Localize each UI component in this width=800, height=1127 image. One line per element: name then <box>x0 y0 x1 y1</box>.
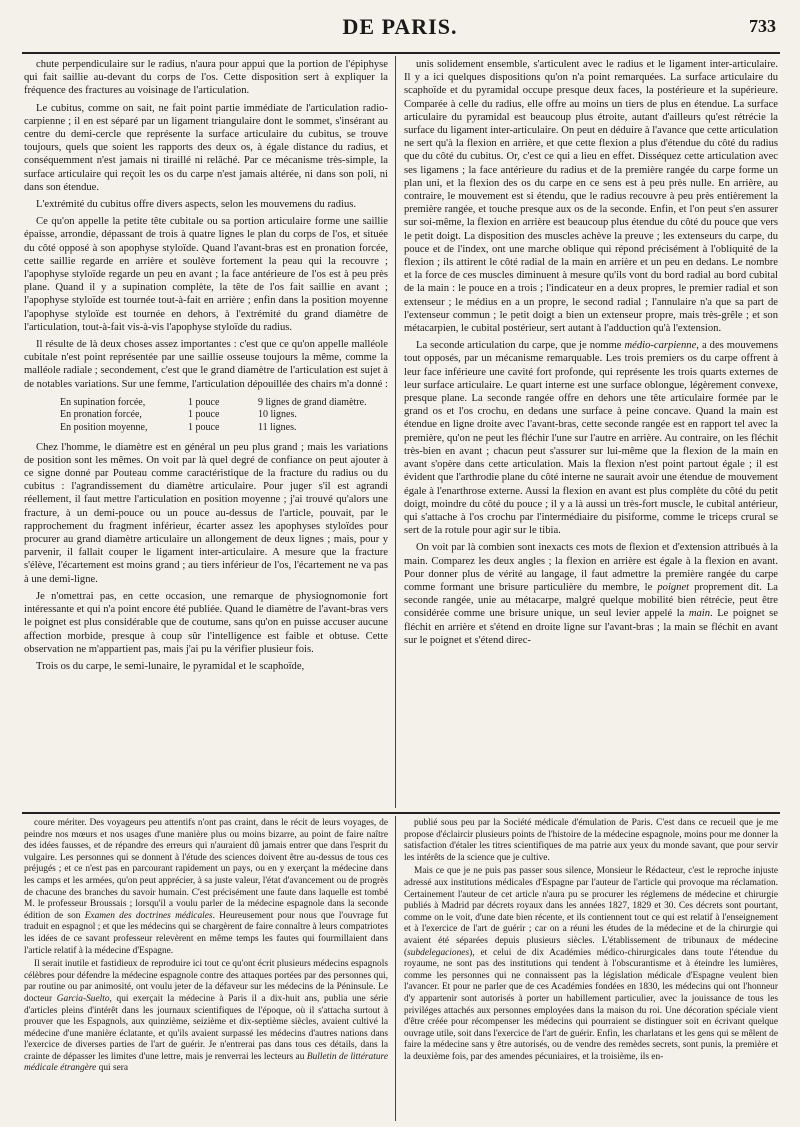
text-run: On voit par là combien sont inexacts ces mots de flexion et d'extension attribués à la main. Comparez les deux angles ; la flexion en arrière est égale à la flexion en avant. Pour donner plus de vérité au langage, il faut admettre la première rangée du carpe comme formant une brisure particulière du membre, le <box>404 542 778 593</box>
measurement-value: 1 pouce <box>188 422 220 434</box>
text-run: Il serait inutile et fastidieux de reproduire ici tout ce qu'ont écrit plusieurs médecins espagnols célèbres pour défendre la médecine espagnole contre des attaques portées par des personnes qui, par routine ou par animosité, ont voulu jeter de la défaveur sur les médecins de la Péninsule. Le docteur <box>24 959 388 1004</box>
footer-paragraph <box>404 866 778 1063</box>
text-run: , a des mouvemens tout opposés, par un mécanisme remarquable. Les trois premiers os du carpe offrent à leur face inférieure une cavité fort profonde, qui représente les trois quarts externes de leur surface articulaire. Le quart interne est une surface oblongue, légèrement convexe, presque plane. La seconde rangée offre en dehors une tête articulaire formée par le grand os et l'os crochu, en dedans une surface à peine concave. Quand la main est étendue en ligne droite avec l'avant-bras, cette seconde rangée est en rapport tel avec la première, qu'on ne peut les fléchir l'une sur l'autre en arrière. Au contraire, on les fléchit très-bien en avant ; chacun peut s'assurer sur lui-même que la flexion de la main en avant s'opère dans cette articulation. Mais la flexion n'est point partout égale ; il est évident que l'arthrodie plane du côté interne ne saurait avoir une étendue de mouvement égale à l'enarthrose externe. Aussi la flexion en avant est plus complète du côté du petit doigt, moindre du côté du pouce ; il y a là aussi un très-fort muscle, le cubital antérieur, qui s'attache à l'os crochu par l'intermédiaire du pisiforme, comme le triceps crural se sert de la rotule pour agir sur le tibia. <box>404 340 778 537</box>
paragraph: L'extrémité du cubitus offre divers aspects, selon les mouvemens du radius. <box>36 199 357 211</box>
paragraph: Ce qu'on appelle la petite tête cubitale ou sa portion articulaire forme une saillie épaisse, arrondie, dépassant de trois à quatre lignes le plan du corps de l'os, et située du côté opposé à son apophyse styloïde. Quand l'avant-bras est en pronation forcée, cette saillie regarde en arrière et soulève fortement la peau qui la recouvre ; l'apophyse styloïde regarde un peu en avant ; la face antérieure de l'os est à peu près plane. Quand il y a supination complète, la tête de l'os fait saillie en avant ; l'apophyse styloïde est tournée tout-à-fait en arrière ; enfin dans la position moyenne l'apophyse styloïde est tournée en dehors, à l'extrémité du grand diamètre de l'articulation, tout-à-fait vis-à-vis l'apophyse styloïde du radius. <box>24 216 388 333</box>
paragraph: Le cubitus, comme on sait, ne fait point partie immédiate de l'articulation radio-carpienne ; il en est séparé par un ligament triangulaire dont le sommet, s'insérant au centre du demi-cercle que représente la surface articulaire du cubitus, se trouve toujours, quels que soient les rapports des deux os, à égale distance du radius, et conséquemment n'est jamais ni tiraillé ni relâché. Par ce mécanisme très-simple, la surface articulaire qui reçoit les os du carpe n'est jamais altérée, ni dans son poli, ni dans son étendue. <box>24 102 388 193</box>
italic-term: main <box>688 608 711 620</box>
measurement-rest: 11 lignes. <box>258 422 297 434</box>
italic-title: Examen des doctrines médicales <box>84 910 213 921</box>
paragraph <box>404 339 778 537</box>
footer-column-right <box>404 818 778 1063</box>
running-title: DE PARIS. <box>342 14 458 39</box>
main-column-right <box>404 58 778 647</box>
measurement-rest: 10 lignes. <box>258 409 297 421</box>
column-divider <box>395 56 396 808</box>
measurement-label: En supination forcée, <box>60 396 146 408</box>
text-run: Mais ce que je ne puis pas passer sous silence, Monsieur le Rédacteur, c'est le reproche injuste adressé aux institutions médicales d'Espagne par l'auteur de l'article qui provoque ma réclamation. Certainement l'auteur de cet article n'aura pu se procurer les réglemens de médecine et chirurgie publiés à Madrid par décrets royaux dans les années 1827, 1829 et 30. Ces décrets sont pourtant, comme on le voit, d'une date bien récente, et ils contiennent tout ce qui est relatif à l'enseignement et à l'exercice de l'art de guérir ; car on a réuni les études de la médecine et de la chirurgie qui avaient été séparées depuis plusieurs siècles. L'établissement de tribunaux de médecine ( <box>404 866 778 958</box>
footer-column-divider <box>395 816 396 1121</box>
measurement-label: En position moyenne, <box>60 422 148 434</box>
text-run: proprement dit. La seconde rangée, unie au métacarpe, malgré quelque mobilité bien rétrécie, peut être considérée comme une brisure unique, un seul levier appelé la <box>404 581 778 620</box>
footer-paragraph <box>24 959 388 1075</box>
paragraph: chute perpendiculaire sur le radius, n'aura pour appui que la portion de l'épiphyse qui fait saillie au-devant du corps de l'os. Cette disposition sert à expliquer la fréquence des fractures au voisinage de l'articulation. <box>24 59 388 97</box>
paragraph: Chez l'homme, le diamètre est en général un peu plus grand ; mais les variations de position sont les mêmes. On voit par là quel degré de confiance on peut ajouter à ce signe donné par Pouteau comme caractéristique de la fracture du radius ou du cubitus : l'agrandissement du diamètre articulaire. Pour juger s'il est agrandi réellement, il faut mettre l'articulation en position moyenne ; j'ai trouvé qu'alors une fracture, à un demi-pouce ou un pouce au-dessus de l'article, pouvait, par le rapprochement du fragment inférieur, écarter assez les apophyses styloïdes pour procurer au grand diamètre articulaire un allongement de deux lignes ; mais, pour y parvenir, il fallait couper le ligament inter-articulaire. A mesure que la fracture s'élève, l'écartement est moins grand ; au tiers inférieur de l'os, l'écartement ne va pas à une demi-ligne. <box>24 441 388 585</box>
paragraph: Il résulte de là deux choses assez importantes : c'est que ce qu'on appelle malléole cubitale n'est point représentée par une saillie osseuse toujours la même, comme la malléole radiale ; secondement, c'est que le grand diamètre de l'articulation est sujet à de notables variations. Sur une femme, l'articulation dépouillée des chairs m'a donné : <box>24 339 388 390</box>
text-run: , qui exerçait la médecine à Paris il a dix-huit ans, publia une série d'articles pleins d'intérêt dans les journaux scientifiques de l'époque, où il s'attacha surtout à prouver que les Espagnols, aux quinzième, seizième et dix-septième siècles, avaient cultivé la médecine d'une manière éclatante, et qu'ils avaient surpassé les médecins d'autres nations dans l'exercice de diverses parties de l'art de guérir. Je n'entrerai pas dans tous ces détails, dans la crainte de dépasser les limites d'une lettre, mais je renverrai les lecteurs au <box>24 993 388 1062</box>
measurement-row <box>60 409 388 422</box>
footer-paragraph: publié sous peu par la Société médicale d'émulation de Paris. C'est dans ce recueil que je me propose d'éclaircir plusieurs points de l'histoire de la médecine espagnole, moins pour me donner la satisfaction d'étaler les titres scientifiques de ma patrie aux yeux du monde savant, que pour servir les intérêts de la science que je cultive. <box>404 818 778 863</box>
paragraph: Je n'omettrai pas, en cette occasion, une remarque de physiognomonie fort intéressante et qui n'a point encore été publiée. Quand le diamètre de l'avant-bras vers le poignet est plus considérable que de coutume, sans qu'on en puisse accuser aucune affection morbide, presque à coup sûr l'intelligence est faible et obtuse. Cette observation ne m'appartient pas, mais j'ai pu la vérifier plusieur fois. <box>24 590 388 655</box>
page-header <box>0 10 800 46</box>
paragraph: Trois os du carpe, le semi-lunaire, le pyramidal et le scaphoïde, <box>36 660 305 672</box>
paragraph <box>404 541 778 647</box>
text-run: ), et celui de dix Académies médico-chirurgicales dans toute l'étendue du royaume, ne sont pas des institutions qui tendent à l'obscurantisme et à éteindre les lumières, comme les personnes qui ne connaissent pas la législation médicale d'Espagne veulent bien l'avancer. Et pour ne parler que de ces Académies fondées en 1830, les médecins qui ont l'honneur d'y appartenir sont autorisés à porter un habillement particulier, avec la jouissance de tous les priviléges attachés aux personnes employées dans la maison du roi. Une décoration spéciale vient d'être créée pour récompenser les médecins qui pourraient se distinguer soit en écrivant quelque ouvrage utile, soit dans l'exercice de l'art de guérir. Enfin, les charlatans et les gens qui se mêlent de faire la médecine sans y être autorisés, ou de vendre des remèdes secrets, sont punis, la première et la deuxième fois, par des amendes pécuniaires, et la troisième, ils en- <box>404 947 778 1062</box>
text-run: La seconde articulation du carpe, que je nomme <box>416 340 625 352</box>
italic-term: poignet <box>657 581 690 593</box>
page-number: 733 <box>749 16 776 36</box>
footer-rule <box>22 812 780 814</box>
header-rule <box>22 52 780 54</box>
measurement-table <box>60 397 388 435</box>
footer-column-left <box>24 818 388 1075</box>
text-run: . Le poignet se fléchit en arrière et s'étend en droite ligne sur l'avant-bras ; la main se fléchit en avant sur le poignet et s'étend direc- <box>404 608 779 646</box>
measurement-row <box>60 397 388 410</box>
measurement-row <box>60 422 388 435</box>
footer-paragraph <box>24 818 388 957</box>
italic-title: Bulletin de littérature médicale étrangère <box>24 1051 388 1074</box>
paragraph: unis solidement ensemble, s'articulent avec le radius et le ligament inter-articulaire. Il y a ici quelques dispositions qu'on n'a point remarquées. La surface articulaire du scaphoïde et du pyramidal occupe presque deux faces, la postérieure et la supérieure. Comparée à celle du radius, elle offre au moins un tiers de plus en étendue. La surface articulaire du pyramidal est beaucoup plus étroite, autant d'ailleurs qu'est rétrécie la surface du ligament inter-articulaire. On peut en déduire à l'avance que cette articulation ne sert qu'à la flexion en arrière, et que cette flexion a plus d'étendue du côté du radius que du côté du cubitus. Or, c'est ce qui a lieu en effet. Disséquez cette articulation avec ses ligamens ; la face antérieure du radius et de la première rangée du carpe forme un plan uni, et la flexion des os du carpe en ce sens est à peu près nulle. En arrière, au contraire, le mouvement est si étendu, que le radius recouvre à peu près entièrement la première rangée, et touche presque aux os de la seconde. Enfin, et l'on peut s'en assurer sur soi-même, la flexion en arrière est beaucoup plus étendue du côté du pouce que vers le petit doigt. La disposition des muscles achève la preuve ; les extenseurs du carpe, du pouce et de l'index, ont une marche oblique qui répond précisément à l'obliquité de la flexion ; ils attirent le côté radial de la main en arrière et un peu en dedans. Le nombre et la force de ces muscles diminuent à mesure qu'ils vont du bord radial au bord cubital de la main : le pouce en a trois ; l'indicateur en a deux propres, le premier radial et son extenseur ; le médius en a un propre, le second radial ; l'annulaire n'a que sa part de l'extenseur commun ; le petit doigt a bien un extenseur propre, mais très-grêle ; et son métacarpien, le cubital postérieur, sert autant à l'adduction qu'à l'extension. <box>404 59 778 335</box>
measurement-rest: 9 lignes de grand diamètre. <box>258 396 367 408</box>
main-column-left <box>24 58 388 673</box>
measurement-value: 1 pouce <box>188 409 220 421</box>
text-run: qui sera <box>96 1063 129 1074</box>
text-run: . Heureusement pour nous que l'ouvrage fut traduit en espagnol ; et que les médecins qui se chargèrent de faire connaître à leurs compatriotes les idées de ce savant professeur relevèrent en même temps les fautes qui fourmillaient dans l'article relatif à la médecine d'Espagne. <box>24 910 388 956</box>
italic-term: médio-carpienne <box>624 340 697 352</box>
measurement-label: En pronation forcée, <box>60 409 142 421</box>
italic-term: subdelegaciones <box>407 947 470 958</box>
italic-name: Garcia-Suelto <box>56 993 110 1004</box>
text-run: coure mériter. Des voyageurs peu attentifs n'ont pas craint, dans le récit de leurs voyages, de peindre nos mœurs et nos usages d'une manière plus ou moins bizarre, au point de faire naître des idées fausses, et de répandre des erreurs qui n'auraient dû jamais entrer que dans l'esprit du vulgaire. Les personnes qui se donnent à l'étude des sciences doivent être au-dessus de tous ces préjugés ; et ce n'est pas en parcourant rapidement un pays, ou en y exerçant la médecine dans les camps et les armées, qu'on peut apprécier, à sa juste valeur, l'état d'avancement ou de progrès de chacune des branches du savoir humain. C'est précisément une faute dans laquelle est tombé M. le professeur Broussais ; lorsqu'il a voulu parler de la médecine espagnole dans la seconde édition de son <box>24 818 388 921</box>
measurement-value: 1 pouce <box>188 396 220 408</box>
